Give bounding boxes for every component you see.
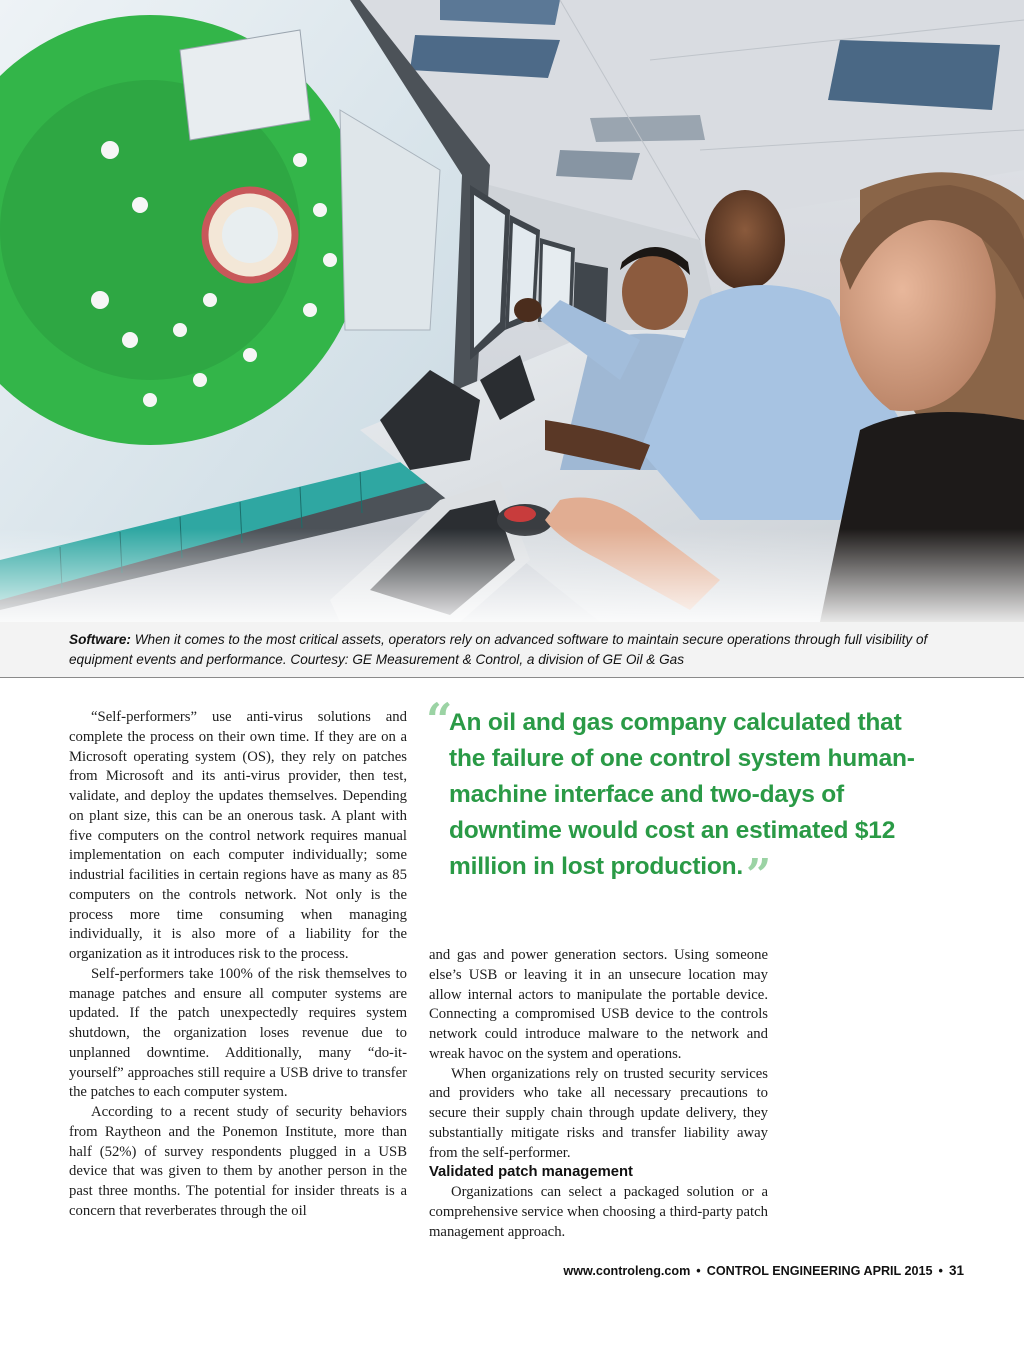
page-footer bbox=[512, 1263, 964, 1278]
left-paragraph-3: According to a recent study of security behaviors from Raytheon and the Ponemon Institute, more than half (52%) of survey respondents plugged in a USB device that was given to them by another person in the past three months. The potential for insider threats is a concern that reverberates through the oil bbox=[69, 1104, 407, 1219]
left-paragraph-2: Self-performers take 100% of the risk themselves to manage patches and ensure all computer systems are updated. If the patch unexpectedly requires system shutdown, the organization loses revenue due to unplanned downtime. Additionally, many “do-it-yourself” approaches still require a USB drive to transfer the patches to each computer system. bbox=[69, 965, 407, 1101]
right-paragraph-2: When organizations rely on trusted security services and providers who take all necessary precautions to secure their supply chain through update delivery, they substantially mitigate risks and transfer liability away from the self-performer. bbox=[429, 1065, 768, 1161]
page-number: 31 bbox=[948, 1263, 964, 1278]
section-subhead: Validated patch management bbox=[429, 1164, 633, 1181]
footer-separator-2: • bbox=[938, 1264, 943, 1278]
photo-caption bbox=[0, 622, 1024, 678]
footer-separator: • bbox=[696, 1264, 701, 1278]
pull-quote-text bbox=[449, 705, 929, 901]
right-paragraph-1: and gas and power generation sectors. Using someone else’s USB or leaving it in an unsecure location may allow internal actors to manipulate the portable device. Connecting a compromised USB device to the controls network could introduce malware to the network and wreak havoc on the system and operations. bbox=[429, 947, 768, 1062]
footer-issue: APRIL 2015 bbox=[863, 1264, 933, 1278]
close-quote-mark: ” bbox=[746, 850, 772, 901]
open-quote-mark: “ bbox=[426, 693, 453, 747]
caption-label: Software: bbox=[69, 632, 131, 647]
right-column bbox=[429, 946, 768, 1242]
left-paragraph-1: “Self-performers” use anti-virus solutions and complete the process on their own time. If they are on a Microsoft operating system (OS), they rely on patches from Microsoft and its anti-virus provider, then test, validate, and deploy the updates themselves. Depending on plant size, this can be an onerous task. A plant with five computers on the control network requires manual implementation on each computer individually; some industrial facilities in certain regions have as many as 85 computers on the controls network. Not only is the process more time consuming when managing individually, it is also more of a liability for the organization as it introduces risk to the process. bbox=[69, 709, 407, 962]
right-paragraph-3: Organizations can select a packaged solution or a comprehensive service when choosing a third-party patch management approach. bbox=[429, 1184, 768, 1240]
footer-url: www.controleng.com bbox=[563, 1264, 691, 1278]
left-column bbox=[69, 708, 407, 1222]
caption-text bbox=[69, 630, 969, 670]
caption-body: When it comes to the most critical assets, operators rely on advanced software to maintain secure operations through full visibility of equipment events and performance. Courtesy: GE Measurement & Control, a division of GE Oil & Gas bbox=[69, 632, 928, 667]
pull-quote-body: An oil and gas company calculated that the failure of one control system human-machine interface and two-days of downtime would cost an estimated $12 million in lost production. bbox=[449, 709, 915, 880]
footer-publication: CONTROL ENGINEERING bbox=[706, 1264, 861, 1278]
control-room-photo bbox=[0, 0, 1024, 622]
